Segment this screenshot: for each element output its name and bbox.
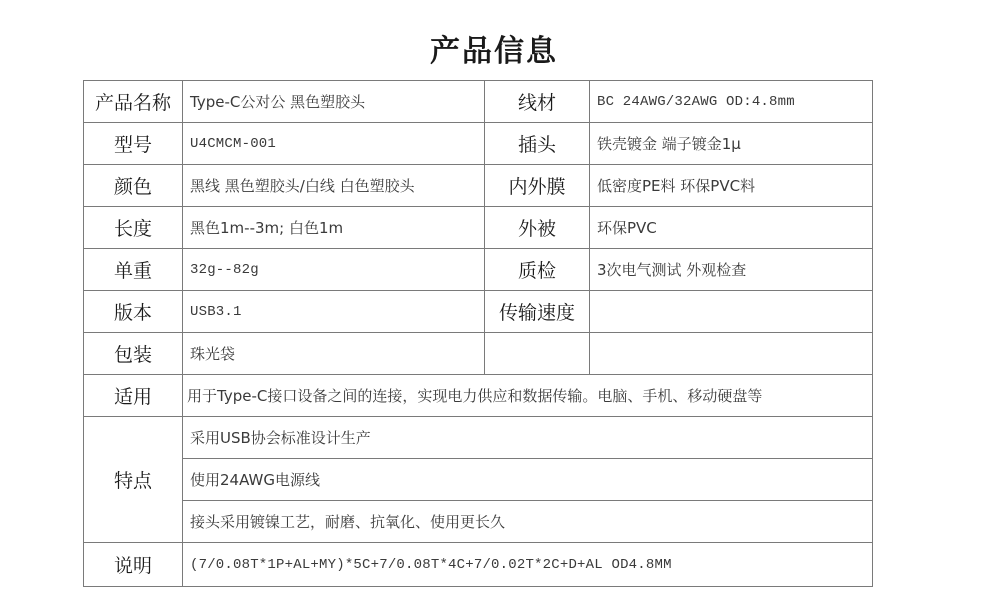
value-product-name: Type-C公对公 黑色塑胶头: [183, 81, 485, 123]
label-qc: 质检: [485, 249, 590, 291]
label-jacket: 外被: [485, 207, 590, 249]
value-usage: 用于Type-C接口设备之间的连接，实现电力供应和数据传输。电脑、手机、移动硬盘等: [183, 375, 873, 417]
value-version: USB3.1: [183, 291, 485, 333]
feature-item: 使用24AWG电源线: [183, 459, 873, 501]
table-row: [84, 501, 873, 543]
value-plug: 铁壳镀金 端子镀金1μ: [590, 123, 873, 165]
value-weight: 32g--82g: [183, 249, 485, 291]
table-row: [84, 333, 873, 375]
label-wire: 线材: [485, 81, 590, 123]
value-color: 黑线 黑色塑胶头/白线 白色塑胶头: [183, 165, 485, 207]
value-length: 黑色1m--3m; 白色1m: [183, 207, 485, 249]
label-weight: 单重: [84, 249, 183, 291]
label-notes: 说明: [84, 543, 183, 587]
value-packaging: 珠光袋: [183, 333, 485, 375]
label-usage: 适用: [84, 375, 183, 417]
table-row: [84, 123, 873, 165]
feature-item: 接头采用镀镍工艺，耐磨、抗氧化、使用更长久: [183, 501, 873, 543]
page-title: 产品信息: [430, 34, 558, 69]
table-row: [84, 417, 873, 459]
label-model: 型号: [84, 123, 183, 165]
value-model: U4CMCM-001: [183, 123, 485, 165]
value-wire: BC 24AWG/32AWG OD:4.8mm: [590, 81, 873, 123]
label-version: 版本: [84, 291, 183, 333]
table-row: [84, 459, 873, 501]
value-qc: 3次电气测试 外观检查: [590, 249, 873, 291]
product-info-table: [83, 80, 873, 587]
label-packaging: 包装: [84, 333, 183, 375]
feature-item: 采用USB协会标准设计生产: [183, 417, 873, 459]
label-product-name: 产品名称: [84, 81, 183, 123]
label-features: 特点: [84, 417, 183, 543]
table-row: [84, 543, 873, 587]
label-length: 长度: [84, 207, 183, 249]
label-color: 颜色: [84, 165, 183, 207]
table-row: [84, 81, 873, 123]
value-film: 低密度PE料 环保PVC料: [590, 165, 873, 207]
empty-cell: [590, 333, 873, 375]
value-speed: [590, 291, 873, 333]
table-row: [84, 165, 873, 207]
table-row: [84, 207, 873, 249]
label-film: 内外膜: [485, 165, 590, 207]
empty-cell: [485, 333, 590, 375]
label-speed: 传输速度: [485, 291, 590, 333]
table-row: [84, 375, 873, 417]
value-jacket: 环保PVC: [590, 207, 873, 249]
table-row: [84, 291, 873, 333]
value-notes: (7/0.08T*1P+AL+MY)*5C+7/0.08T*4C+7/0.02T*2C+D+AL OD4.8MM: [183, 543, 873, 587]
table-row: [84, 249, 873, 291]
label-plug: 插头: [485, 123, 590, 165]
